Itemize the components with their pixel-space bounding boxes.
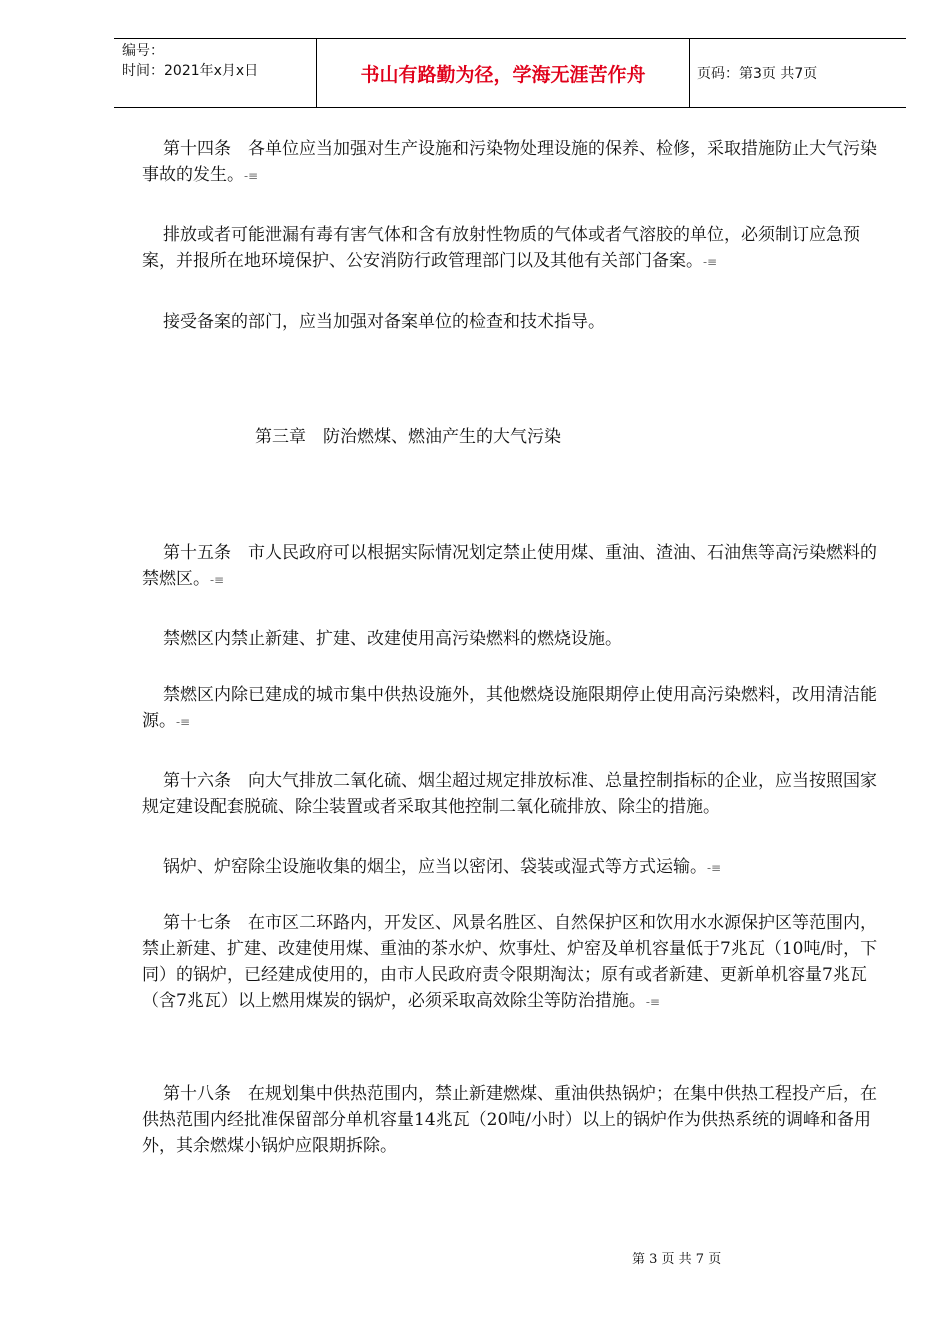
paragraph-text: 第十八条 在规划集中供热范围内，禁止新建燃煤、重油供热锅炉；在集中供热工程投产后，在供热范围内经批准保留部分单机容量14兆瓦（20吨/小时）以上的锅炉作为供热系统的调峰和备用外，其余燃煤小锅炉应限期拆除。	[142, 1084, 877, 1156]
paragraph-mark: -≡	[703, 255, 718, 269]
page-header	[114, 38, 906, 108]
page-footer: 第 3 页 共 7 页	[632, 1252, 722, 1267]
paragraph-art14-3	[142, 309, 882, 335]
paragraph-text: 禁燃区内禁止新建、扩建、改建使用高污染燃料的燃烧设施。	[163, 629, 622, 649]
paragraph-text: 第十七条 在市区二环路内，开发区、风景名胜区、自然保护区和饮用水水源保护区等范围内，禁止新建、扩建、改建使用煤、重油的茶水炉、炊事灶、炉窑及单机容量低于7兆瓦（10吨/时，下同）的锅炉，已经建成使用的，由市人民政府责令限期淘汰；原有或者新建、更新单机容量7兆瓦（含7兆瓦）以上燃用煤炭的锅炉，必须采取高效除尘等防治措施。	[142, 913, 878, 1011]
paragraph-text: 接受备案的部门，应当加强对备案单位的检查和技术指导。	[163, 312, 605, 332]
paragraph-text: 第十六条 向大气排放二氧化硫、烟尘超过规定排放标准、总量控制指标的企业，应当按照国家规定建设配套脱硫、除尘装置或者采取其他控制二氧化硫排放、除尘的措施。	[142, 771, 877, 817]
paragraph-text: 第十四条 各单位应当加强对生产设施和污染物处理设施的保养、检修，采取措施防止大气污染事故的发生。	[142, 139, 877, 185]
paragraph-art18	[142, 1081, 882, 1159]
paragraph-mark: -≡	[210, 573, 225, 587]
paragraph-art16	[142, 768, 882, 820]
paragraph-mark: -≡	[176, 715, 191, 729]
paragraph-text: 锅炉、炉窑除尘设施收集的烟尘，应当以密闭、袋装或湿式等方式运输。	[163, 857, 707, 877]
document-time: 时间：2021年x月x日	[122, 63, 259, 79]
paragraph-text: 禁燃区内除已建成的城市集中供热设施外，其他燃烧设施限期停止使用高污染燃料，改用清洁能源。	[142, 685, 877, 731]
paragraph-art14	[142, 136, 882, 189]
paragraph-art15	[142, 540, 882, 593]
header-motto: 书山有路勤为径，学海无涯苦作舟	[316, 39, 690, 107]
paragraph-text: 第十五条 市人民政府可以根据实际情况划定禁止使用煤、重油、渣油、石油焦等高污染燃料的禁燃区。	[142, 543, 877, 589]
header-page-info: 页码：第3页 共7页	[697, 66, 818, 82]
paragraph-art15-3	[142, 682, 882, 735]
paragraph-art14-2	[142, 222, 882, 275]
paragraph-mark: -≡	[707, 861, 722, 875]
header-meta	[122, 39, 314, 109]
chapter-title: 第三章 防治燃煤、燃油产生的大气污染	[255, 427, 561, 447]
paragraph-text: 排放或者可能泄漏有毒有害气体和含有放射性物质的气体或者气溶胶的单位，必须制订应急预案，并报所在地环境保护、公安消防行政管理部门以及其他有关部门备案。	[142, 225, 860, 271]
paragraph-mark: -≡	[244, 169, 259, 183]
paragraph-art17	[142, 910, 882, 1015]
paragraph-art16-2	[142, 854, 882, 881]
document-number-label: 编号：	[122, 43, 164, 59]
paragraph-mark: -≡	[645, 995, 660, 1009]
paragraph-art15-2	[142, 626, 882, 652]
